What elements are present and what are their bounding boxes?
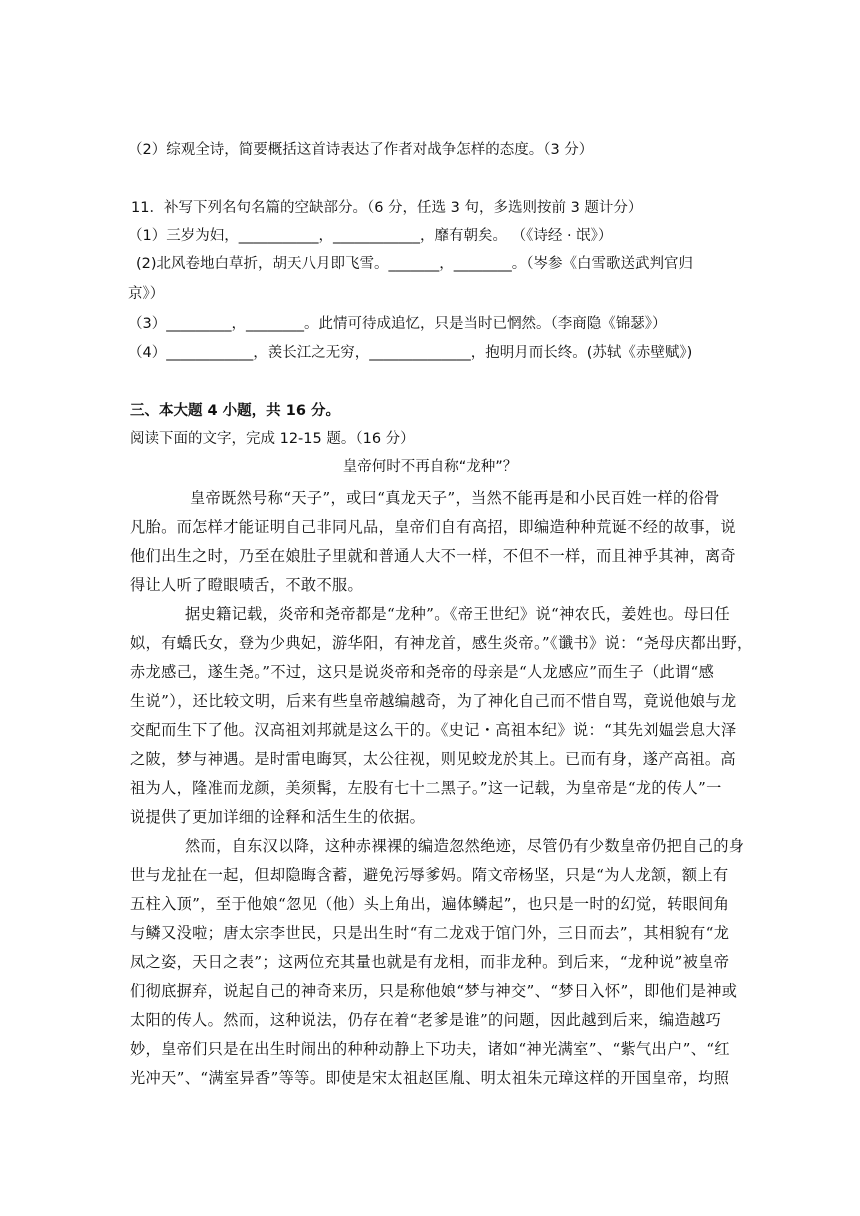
q10-part2: （2）综观全诗，简要概括这首诗表达了作者对战争怎样的态度。（3 分） [128, 142, 594, 158]
para2-line: 交配而生下了他。汉高祖刘邦就是这么干的。《史记・高祖本纪》说：“其先刘媪尝息大泽 [130, 721, 737, 739]
section3-heading: 三、本大题 4 小题，共 16 分。 [130, 403, 340, 419]
para2-line: 之陂，梦与神遇。是时雷电晦冥，太公往视，则见蛟龙於其上。已而有身，遂产高祖。高 [130, 750, 736, 768]
q11-item3: （3）_________，________。此情可待成追忆，只是当时已惘然。（李商隐《锦瑟》） [128, 316, 667, 332]
para2-line: 赤龙感己，遂生尧。”不过，这只是说炎帝和尧帝的母亲是“人龙感应”而生子（此谓“感 [130, 663, 715, 681]
para1-line: 得让人听了瞪眼啧舌，不敢不服。 [130, 576, 364, 594]
article-title: 皇帝何时不再自称“龙种”？ [342, 459, 518, 475]
q11-item2-line2: 京》） [128, 286, 165, 302]
para2-line: 祖为人，隆准而龙颜，美须髯，左股有七十二黑子。”这一记载，为皇帝是“龙的传人”一 [130, 779, 722, 797]
para3-line: 然而，自东汉以降，这种赤裸裸的编造忽然绝迹，尽管仍有少数皇帝仍把自己的身 [185, 837, 745, 855]
para2-line: 说提供了更加详细的诠释和活生生的依据。 [130, 808, 426, 826]
q11-heading: 11．补写下列名句名篇的空缺部分。（6 分，任选 3 句，多选则按前 3 题计分） [131, 200, 643, 216]
para3-line: 们彻底摒弃，说起自己的神奇来历，只是称他娘“梦与神交”、“梦日入怀”，即他们是神或 [130, 982, 738, 1000]
para1-line: 皇帝既然号称“天子”，或曰“真龙天子”，当然不能再是和小民百姓一样的俗骨 [190, 489, 720, 507]
q11-item1: （1）三岁为妇，___________，____________，靡有朝矣。 （《诗经 · 氓》） [128, 228, 613, 244]
para1-line: 凡胎。而怎样才能证明自己非同凡品，皇帝们自有高招，即编造种种荒诞不经的故事，说 [130, 518, 736, 536]
q11-item4: （4）____________，羡长江之无穷，______________，抱明月而长终。(苏轼《赤壁赋》) [128, 345, 693, 361]
para3-line: 世与龙扯在一起，但却隐晦含蓄，避免污辱爹妈。隋文帝杨坚，只是“为人龙颔，额上有 [130, 866, 729, 884]
section3-instruction: 阅读下面的文字，完成 12-15 题。（16 分） [130, 431, 415, 447]
para3-line: 凤之姿，天日之表”；这两位充其量也就是有龙相，而非龙种。到后来，“龙种说”被皇帝 [130, 953, 730, 971]
q11-item2-line1: (2)北风卷地白草折，胡天八月即飞雪。_______，________。（岑参《白雪歌送武判官归 [136, 256, 694, 272]
para2-line: 据史籍记载，炎帝和尧帝都是“龙种”。《帝王世纪》说“神农氏，姜姓也。母曰任 [185, 605, 731, 623]
para3-line: 五柱入顶”，至于他娘“忽见（他）头上角出，遍体鳞起”，也只是一时的幻觉，转眼间角 [130, 895, 730, 913]
para2-line: 生说”），还比较文明，后来有些皇帝越编越奇，为了神化自己而不惜自骂，竟说他娘与龙 [130, 692, 737, 710]
para3-line: 与鳞又没啦；唐太宗李世民，只是出生时“有二龙戏于馆门外，三日而去”，其相貌有“龙 [130, 924, 730, 942]
para3-line: 光冲天”、“满室异香”等等。即使是宋太祖赵匡胤、明太祖朱元璋这样的开国皇帝，均照 [130, 1069, 730, 1087]
para3-line: 妙，皇帝们只是在出生时闹出的种种动静上下功夫，诸如“神光满室”、“紫气出户”、“红 [130, 1040, 730, 1058]
para1-line: 他们出生之时，乃至在娘肚子里就和普通人大不一样，不但不一样，而且神乎其神，离奇 [130, 547, 736, 565]
para2-line: 姒，有蟜氏女，登为少典妃，游华阳，有神龙首，感生炎帝。”《谶书》说：“尧母庆都出野， [130, 634, 753, 652]
para3-line: 太阳的传人。然而，这种说法，仍存在着“老爹是谁”的问题，因此越到后来，编造越巧 [130, 1011, 722, 1029]
